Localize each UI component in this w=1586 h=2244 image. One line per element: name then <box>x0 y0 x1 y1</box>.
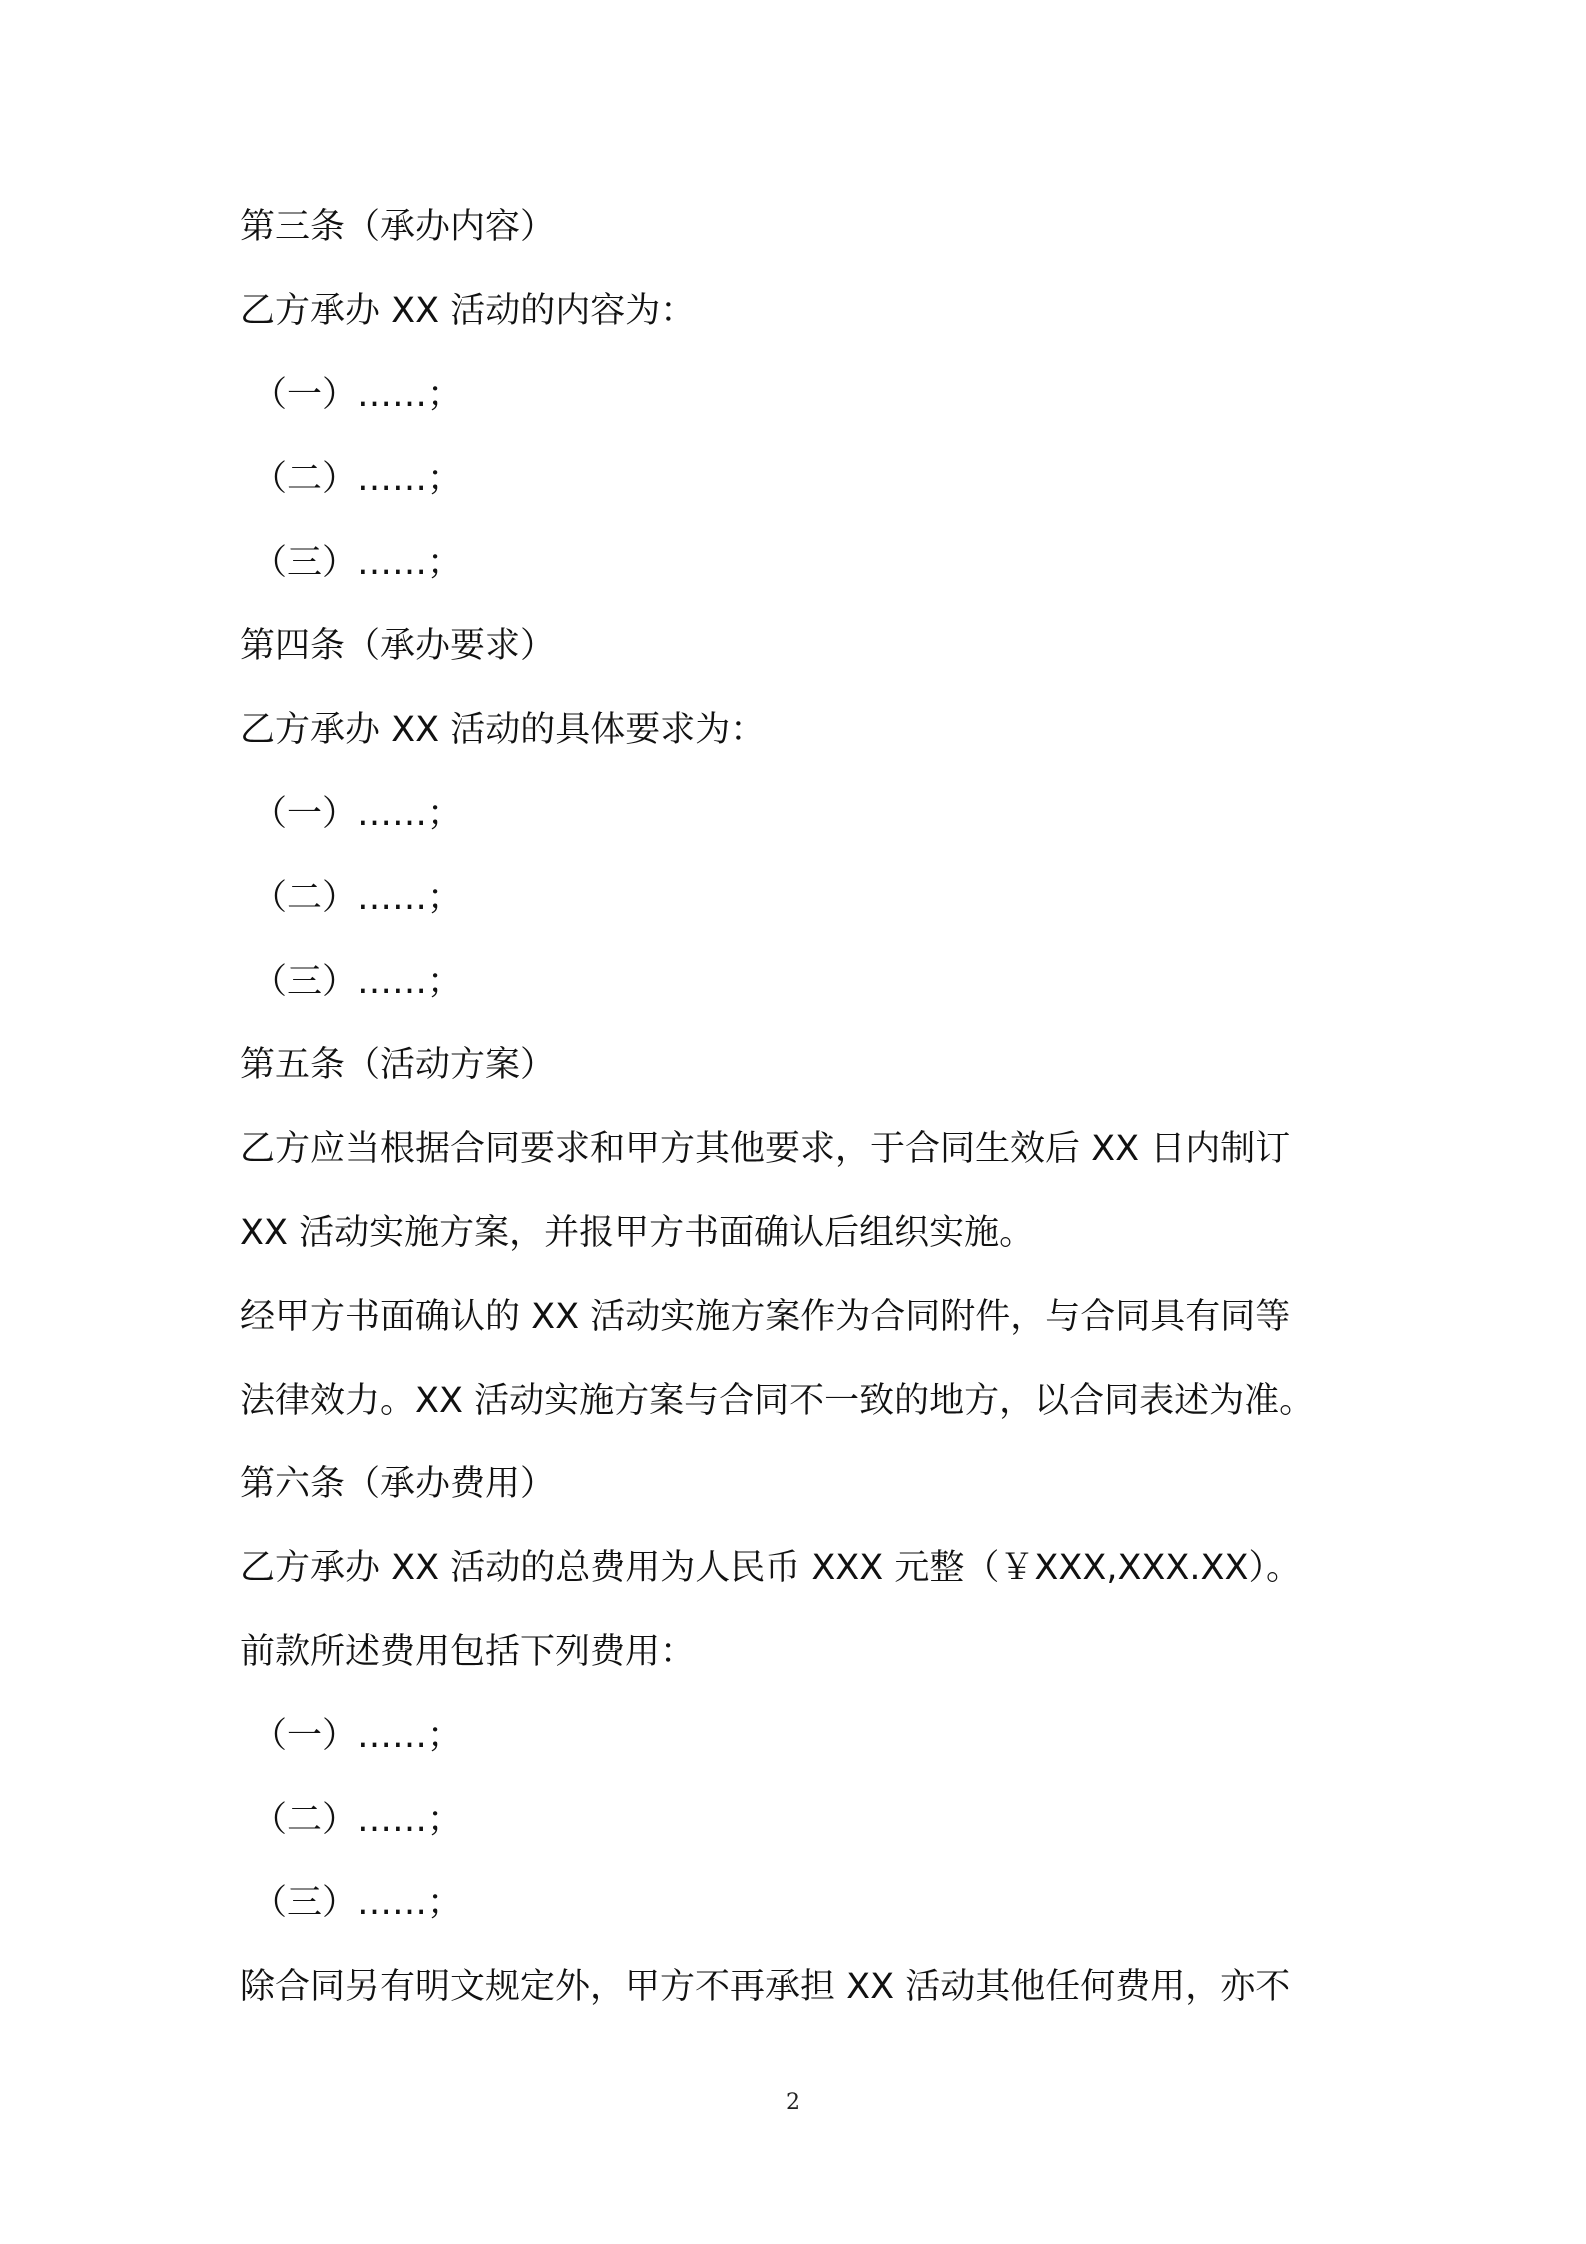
article-3-item-2: （二）……； <box>252 459 463 499</box>
article-6-item-1: （一）……； <box>252 1716 463 1756</box>
article-6-exclusion-line: 除合同另有明文规定外，甲方不再承担 XX 活动其他任何费用，亦不 <box>240 1967 1291 2007</box>
article-5-paragraph-1-line-2: XX 活动实施方案，并报甲方书面确认后组织实施。 <box>240 1213 1035 1253</box>
article-4-item-1: （一）……； <box>252 794 463 834</box>
article-5-paragraph-2-line-2: 法律效力。XX 活动实施方案与合同不一致的地方，以合同表述为准。 <box>240 1381 1315 1421</box>
article-3-intro: 乙方承办 XX 活动的内容为： <box>240 291 696 331</box>
article-4-item-3: （三）……； <box>252 962 463 1002</box>
page-number: 2 <box>786 2090 800 2115</box>
article-3-item-1: （一）……； <box>252 375 463 415</box>
article-3-heading: 第三条（承办内容） <box>240 207 556 247</box>
article-5-paragraph-2-line-1: 经甲方书面确认的 XX 活动实施方案作为合同附件，与合同具有同等 <box>240 1297 1291 1337</box>
article-4-intro: 乙方承办 XX 活动的具体要求为： <box>240 710 766 750</box>
article-6-item-3: （三）……； <box>252 1883 463 1923</box>
article-6-item-2: （二）……； <box>252 1800 463 1840</box>
article-6-fee-list-intro: 前款所述费用包括下列费用： <box>240 1632 696 1672</box>
article-5-paragraph-1-line-1: 乙方应当根据合同要求和甲方其他要求，于合同生效后 XX 日内制订 <box>240 1129 1291 1169</box>
article-4-item-2: （二）……； <box>252 878 463 918</box>
article-3-item-3: （三）……； <box>252 543 463 583</box>
article-6-total-fee: 乙方承办 XX 活动的总费用为人民币 XXX 元整（￥XXX,XXX.XX）。 <box>240 1548 1301 1588</box>
article-5-heading: 第五条（活动方案） <box>240 1045 556 1085</box>
article-6-heading: 第六条（承办费用） <box>240 1464 556 1504</box>
article-4-heading: 第四条（承办要求） <box>240 626 556 666</box>
